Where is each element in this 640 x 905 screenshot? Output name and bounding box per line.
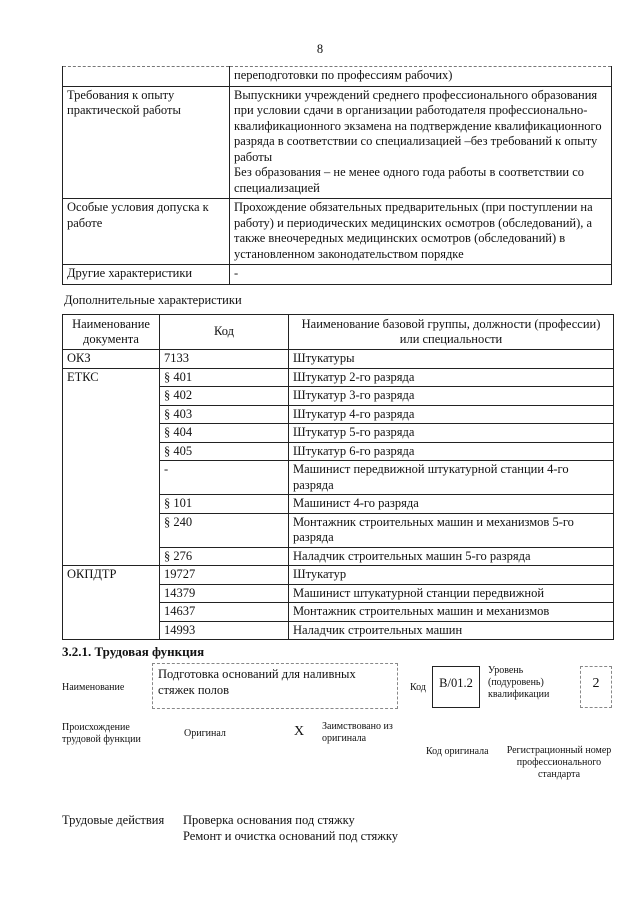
req-text: переподготовки по профессиям рабочих) (230, 67, 612, 87)
col-header-code: Код (160, 315, 289, 350)
cell-doc (63, 621, 160, 640)
req-text (230, 86, 612, 199)
col-header-name: Наименование базовой группы, должности (профессии) или специальности (289, 315, 614, 350)
cell-doc (63, 495, 160, 514)
code-label: Код (410, 682, 426, 693)
cell-doc (63, 442, 160, 461)
table-header-row (63, 315, 614, 350)
cell-code: - (160, 461, 289, 495)
function-name-value: Подготовка оснований для наливных стяжек полов (158, 667, 356, 697)
extra-title: Дополнительные характеристики (64, 293, 242, 307)
cell-name: Машинист 4-го разряда (289, 495, 614, 514)
cell-doc: ОКПДТР (63, 566, 160, 585)
cell-code: § 276 (160, 547, 289, 566)
table-row (63, 67, 612, 87)
cell-name: Штукатур 3-го разряда (289, 387, 614, 406)
borrowed-label: Заимствовано из оригинала (322, 721, 393, 744)
cell-code: § 402 (160, 387, 289, 406)
requirements-table (62, 66, 612, 285)
cell-name: Наладчик строительных машин (289, 621, 614, 640)
cell-name: Штукатур 5-го разряда (289, 424, 614, 443)
cell-doc (63, 405, 160, 424)
table-row (63, 442, 614, 461)
table-row (63, 265, 612, 285)
cell-name: Штукатур 4-го разряда (289, 405, 614, 424)
cell-name: Штукатур (289, 566, 614, 585)
level-label: Уровень (подуровень) квалификации (488, 665, 550, 700)
cell-doc (63, 424, 160, 443)
cell-name: Монтажник строительных машин и механизмов (289, 603, 614, 622)
extra-characteristics-table (62, 314, 614, 640)
table-row (63, 86, 612, 199)
req-label: Другие характеристики (63, 265, 230, 285)
table-row (63, 424, 614, 443)
cell-code: § 404 (160, 424, 289, 443)
cell-name: Машинист штукатурной станции передвижной (289, 584, 614, 603)
cell-code: 7133 (160, 350, 289, 369)
cell-doc (63, 547, 160, 566)
req-text-line: Выпускники учреждений среднего профессионального образования при условии сдачи в организации работодателя профессионально-квалификационного экзамена на подтверждение квалификационного разряда в соответствии со специализацией –без требований к опыту работы (234, 87, 602, 164)
page-number: 8 (316, 42, 324, 56)
table-row (63, 621, 614, 640)
table-row (63, 547, 614, 566)
action-item: Ремонт и очистка оснований под стяжку (183, 829, 399, 843)
req-text: Прохождение обязательных предварительных (при поступлении на работу) и периодических медицинских осмотров (обследований), а также внеочередных медицинских осмотров (обследований) в установленном законодательством порядке (230, 199, 612, 265)
cell-name: Штукатур 6-го разряда (289, 442, 614, 461)
cell-doc: ЕТКС (63, 368, 160, 387)
table-row (63, 387, 614, 406)
cell-doc (63, 584, 160, 603)
cell-name: Монтажник строительных машин и механизмов 5-го разряда (289, 513, 614, 547)
table-row (63, 350, 614, 369)
cell-doc (63, 513, 160, 547)
req-label (63, 67, 230, 87)
col-header-document: Наименование документа (63, 315, 160, 350)
cell-name: Машинист передвижной штукатурной станции 4-го разряда (289, 461, 614, 495)
cell-code: § 101 (160, 495, 289, 514)
table-row (63, 566, 614, 585)
table-row (63, 513, 614, 547)
cell-name: Наладчик строительных машин 5-го разряда (289, 547, 614, 566)
cell-code: § 240 (160, 513, 289, 547)
cell-code: 19727 (160, 566, 289, 585)
code-value: В/01.2 (439, 676, 473, 690)
cell-doc (63, 387, 160, 406)
table-row (63, 603, 614, 622)
table-row (63, 461, 614, 495)
cell-code: 14637 (160, 603, 289, 622)
req-label: Требования к опыту практической работы (63, 86, 230, 199)
function-heading: 3.2.1. Трудовая функция (62, 644, 205, 659)
code-original-label: Код оригинала (426, 746, 489, 757)
level-value: 2 (592, 676, 600, 691)
table-row (63, 368, 614, 387)
original-label: Оригинал (184, 728, 226, 739)
table-row (63, 584, 614, 603)
function-name-label: Наименование (62, 682, 125, 693)
actions-label: Трудовые действия (62, 813, 165, 827)
table-row (63, 405, 614, 424)
cell-name: Штукатур 2-го разряда (289, 368, 614, 387)
table-row (63, 495, 614, 514)
cell-code: § 401 (160, 368, 289, 387)
cell-doc (63, 603, 160, 622)
cell-doc (63, 461, 160, 495)
req-text: - (230, 265, 612, 285)
cell-doc: ОКЗ (63, 350, 160, 369)
cell-code: 14379 (160, 584, 289, 603)
action-item: Проверка основания под стяжку (183, 813, 355, 827)
table-row (63, 199, 612, 265)
req-text-line: Без образования – не менее одного года работы в соответствии со специализацией (234, 165, 585, 195)
original-mark: X (294, 724, 305, 739)
cell-code: 14993 (160, 621, 289, 640)
reg-number-label: Регистрационный номер профессионального стандарта (506, 745, 612, 780)
cell-code: § 403 (160, 405, 289, 424)
cell-code: § 405 (160, 442, 289, 461)
cell-name: Штукатуры (289, 350, 614, 369)
origin-label: Происхождение трудовой функции (62, 722, 141, 745)
req-label: Особые условия допуска к работе (63, 199, 230, 265)
